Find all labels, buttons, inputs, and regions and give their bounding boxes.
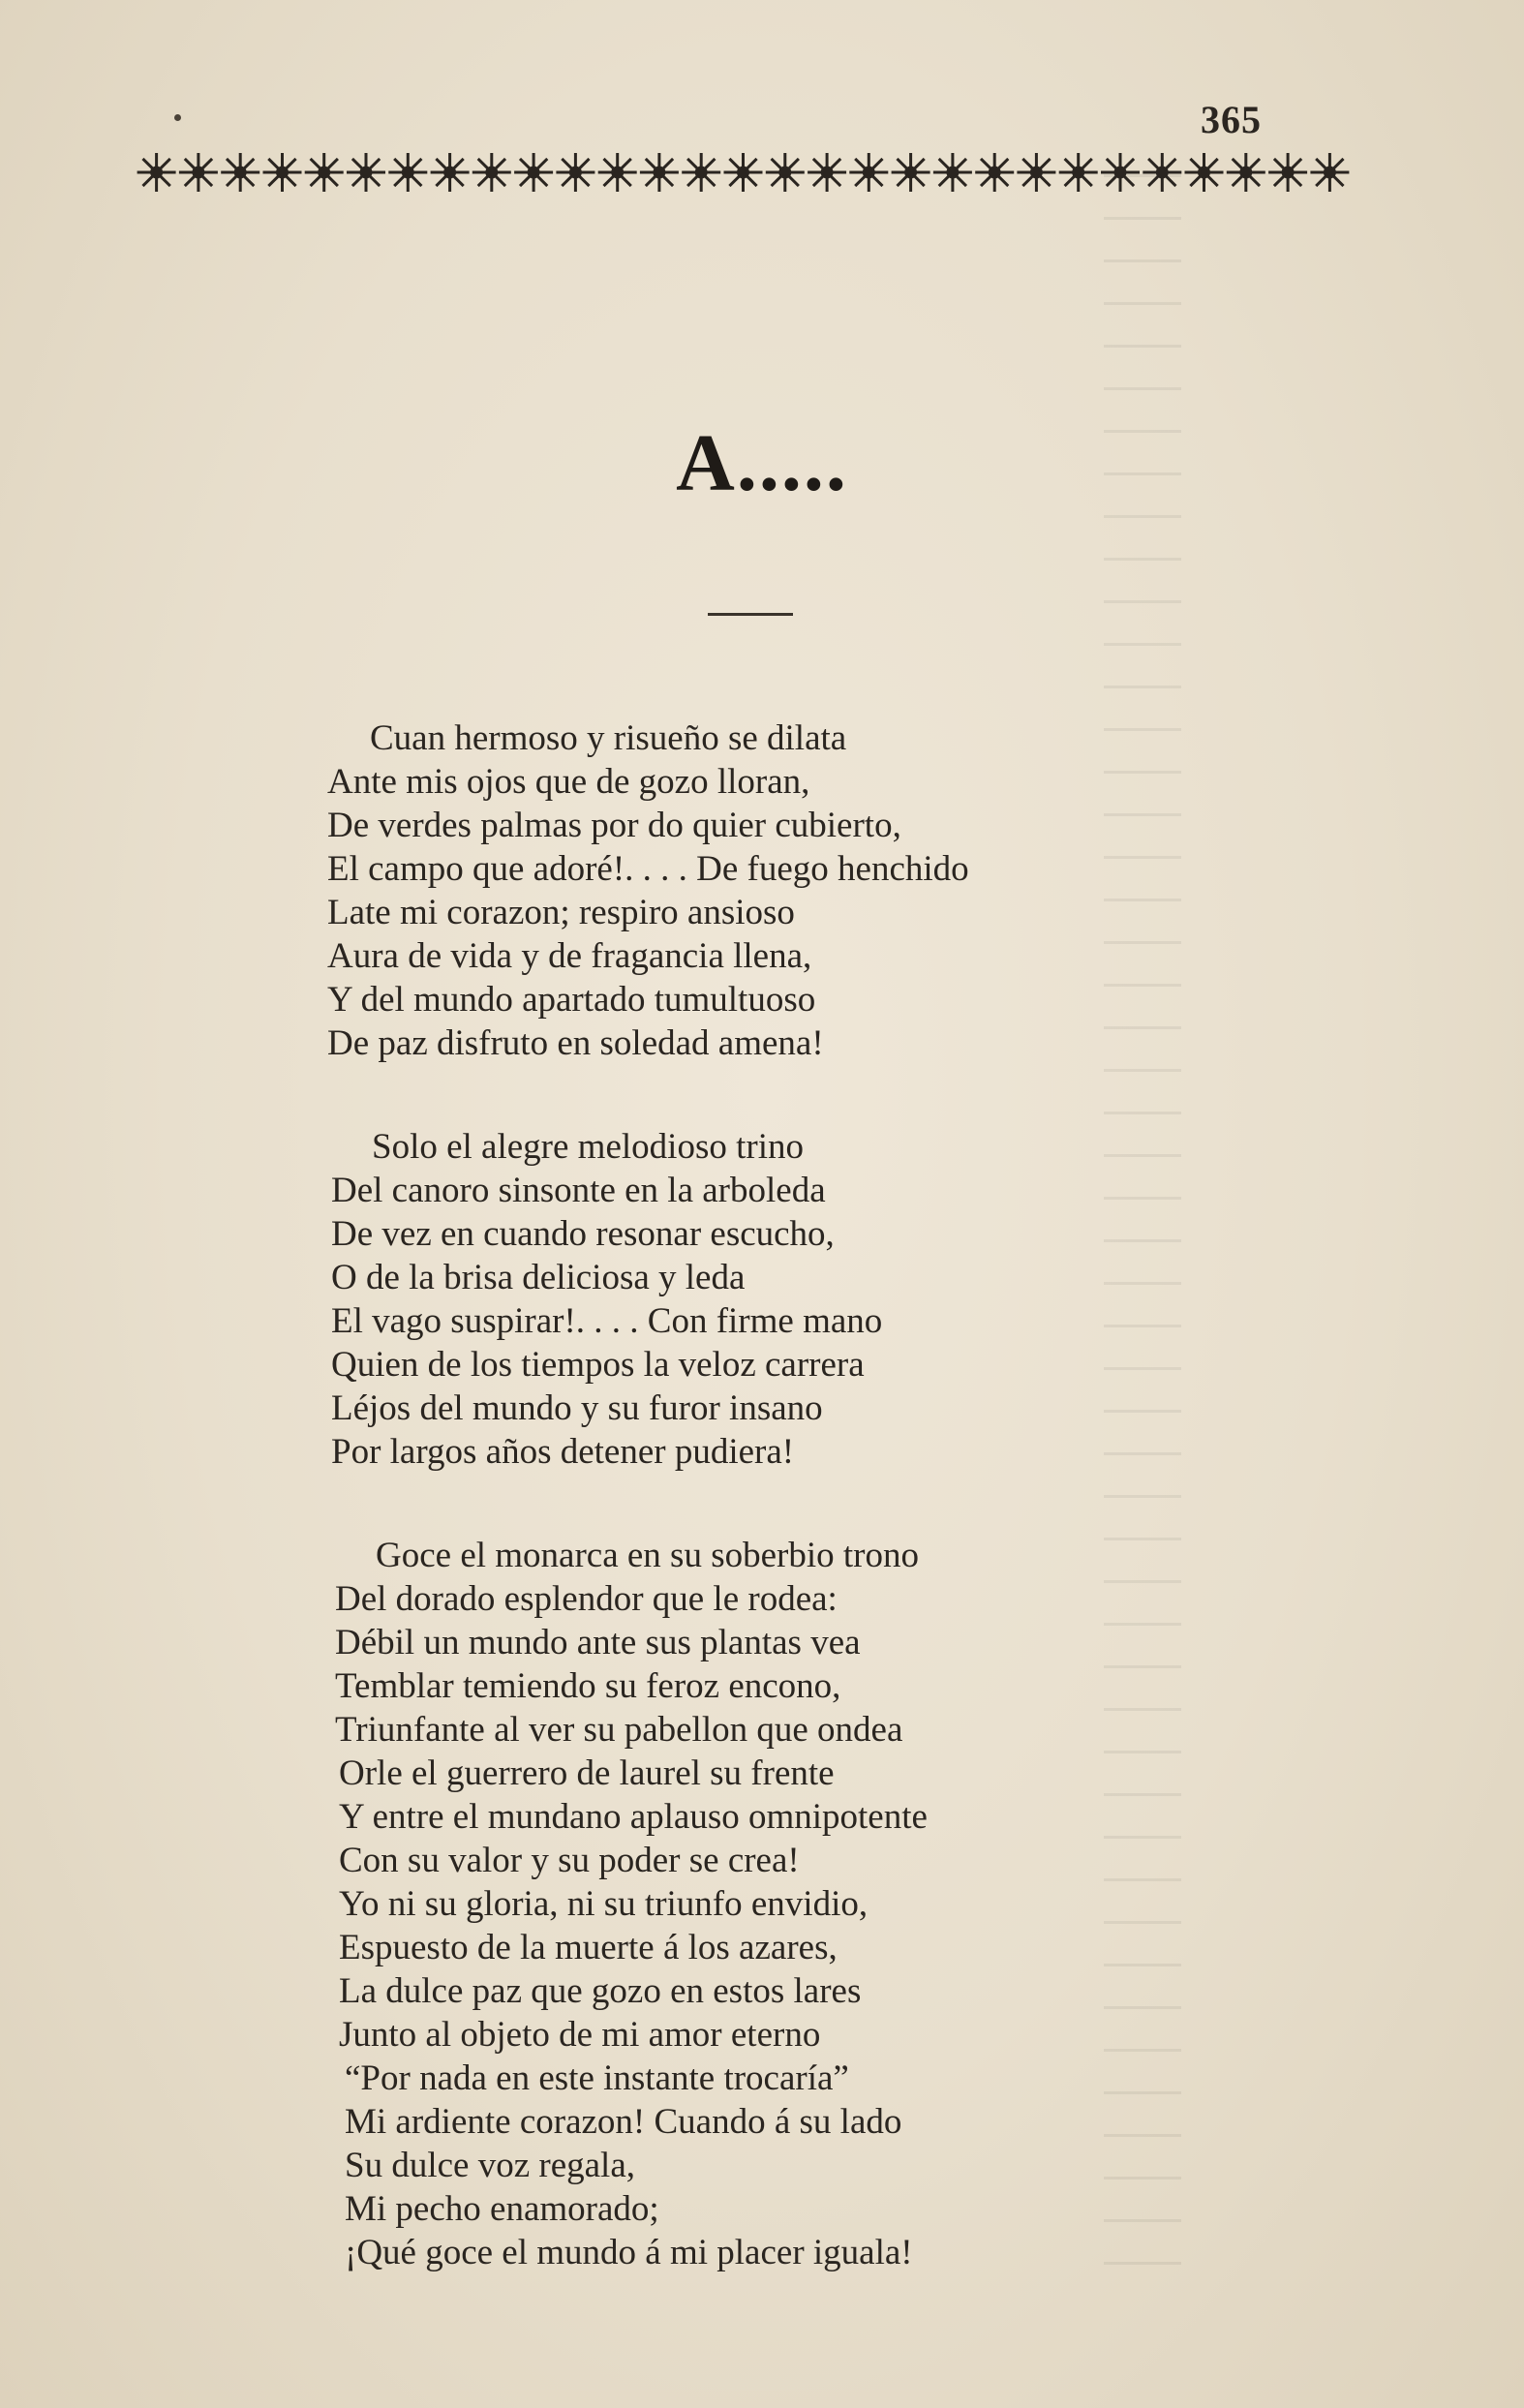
verse-line: O de la brisa deliciosa y leda (331, 1258, 746, 1297)
verse-line: De verdes palmas por do quier cubierto, (327, 806, 901, 845)
star-ornament (514, 153, 553, 192)
verse-line: Triunfante al ver su pabellon que ondea (335, 1710, 903, 1750)
star-ornament (347, 153, 385, 192)
verse-line: El campo que adoré!. . . . De fuego henchido (327, 849, 969, 889)
star-ornament (933, 153, 972, 192)
verse-line: Por largos años detener pudiera! (331, 1432, 795, 1472)
verse-line: Aura de vida y de fragancia llena, (327, 936, 812, 976)
verse-line: ¡Qué goce el mundo á mi placer iguala! (345, 2233, 913, 2272)
verse-line: Mi pecho enamorado; (345, 2189, 659, 2229)
star-ornament (975, 153, 1014, 192)
verse-line: La dulce paz que gozo en estos lares (339, 1971, 862, 2011)
asterism-border-icon (136, 145, 1351, 199)
star-ornament (1143, 153, 1181, 192)
verse-line: Y del mundo apartado tumultuoso (327, 980, 816, 1020)
verse-line: Solo el alegre melodioso trino (372, 1127, 804, 1167)
verse-line: Del canoro sinsonte en la arboleda (331, 1171, 826, 1210)
star-ornament (431, 153, 470, 192)
verse-line: Junto al objeto de mi amor eterno (339, 2015, 821, 2055)
verse-line: Y entre el mundano aplauso omnipotente (339, 1797, 928, 1837)
verse-line: Espuesto de la muerte á los azares, (339, 1928, 838, 1967)
star-ornament (1101, 153, 1140, 192)
star-ornament (724, 153, 763, 192)
verse-line: Mi ardiente corazon! Cuando á su lado (345, 2102, 902, 2142)
star-ornament (388, 153, 427, 192)
verse-line: Orle el guerrero de laurel su frente (339, 1753, 835, 1793)
verse-line: Late mi corazon; respiro ansioso (327, 893, 795, 932)
verse-line: Léjos del mundo y su furor insano (331, 1388, 823, 1428)
page-number: 365 (1201, 98, 1262, 141)
verse-line: Débil un mundo ante sus plantas vea (335, 1623, 861, 1662)
star-ornament (1185, 153, 1224, 192)
star-ornament (892, 153, 930, 192)
verse-line: De paz disfruto en soledad amena! (327, 1023, 824, 1063)
star-ornament (179, 153, 218, 192)
verse-line: Cuan hermoso y risueño se dilata (370, 718, 847, 758)
verse-line: Temblar temiendo su feroz encono, (335, 1666, 841, 1706)
verse-line: Su dulce voz regala, (345, 2146, 635, 2185)
poem-body (0, 716, 1524, 2334)
star-ornament (1310, 153, 1349, 192)
star-ornament (766, 153, 805, 192)
verse-line: Yo ni su gloria, ni su triunfo envidio, (339, 1884, 869, 1924)
star-ornament (808, 153, 846, 192)
star-ornament (849, 153, 888, 192)
star-ornament (1268, 153, 1307, 192)
star-ornament (640, 153, 679, 192)
star-ornament (598, 153, 637, 192)
star-ornament (472, 153, 511, 192)
title-divider (708, 613, 793, 616)
verse-line: El vago suspirar!. . . . Con firme mano (331, 1301, 883, 1341)
verse-line: Quien de los tiempos la veloz carrera (331, 1345, 865, 1385)
verse-line: De vez en cuando resonar escucho, (331, 1214, 835, 1254)
ink-speck (174, 114, 181, 121)
star-ornament (1227, 153, 1265, 192)
verse-line: Goce el monarca en su soberbio trono (376, 1536, 919, 1575)
verse-line: “Por nada en este instante trocaría” (345, 2058, 849, 2098)
star-ornament (1017, 153, 1055, 192)
star-ornament (263, 153, 302, 192)
star-ornament (1059, 153, 1098, 192)
verse-line: Con su valor y su poder se crea! (339, 1841, 800, 1880)
star-ornament (305, 153, 344, 192)
star-ornament (682, 153, 720, 192)
star-ornament (556, 153, 594, 192)
stanza-3 (0, 1534, 1524, 2274)
stanza-2 (0, 1125, 1524, 1474)
star-ornament (137, 153, 176, 192)
poem-title: A..... (676, 418, 848, 508)
verse-line: Ante mis ojos que de gozo lloran, (327, 762, 810, 802)
star-ornament (221, 153, 259, 192)
stanza-1 (0, 716, 1524, 1065)
verse-line: Del dorado esplendor que le rodea: (335, 1579, 838, 1619)
